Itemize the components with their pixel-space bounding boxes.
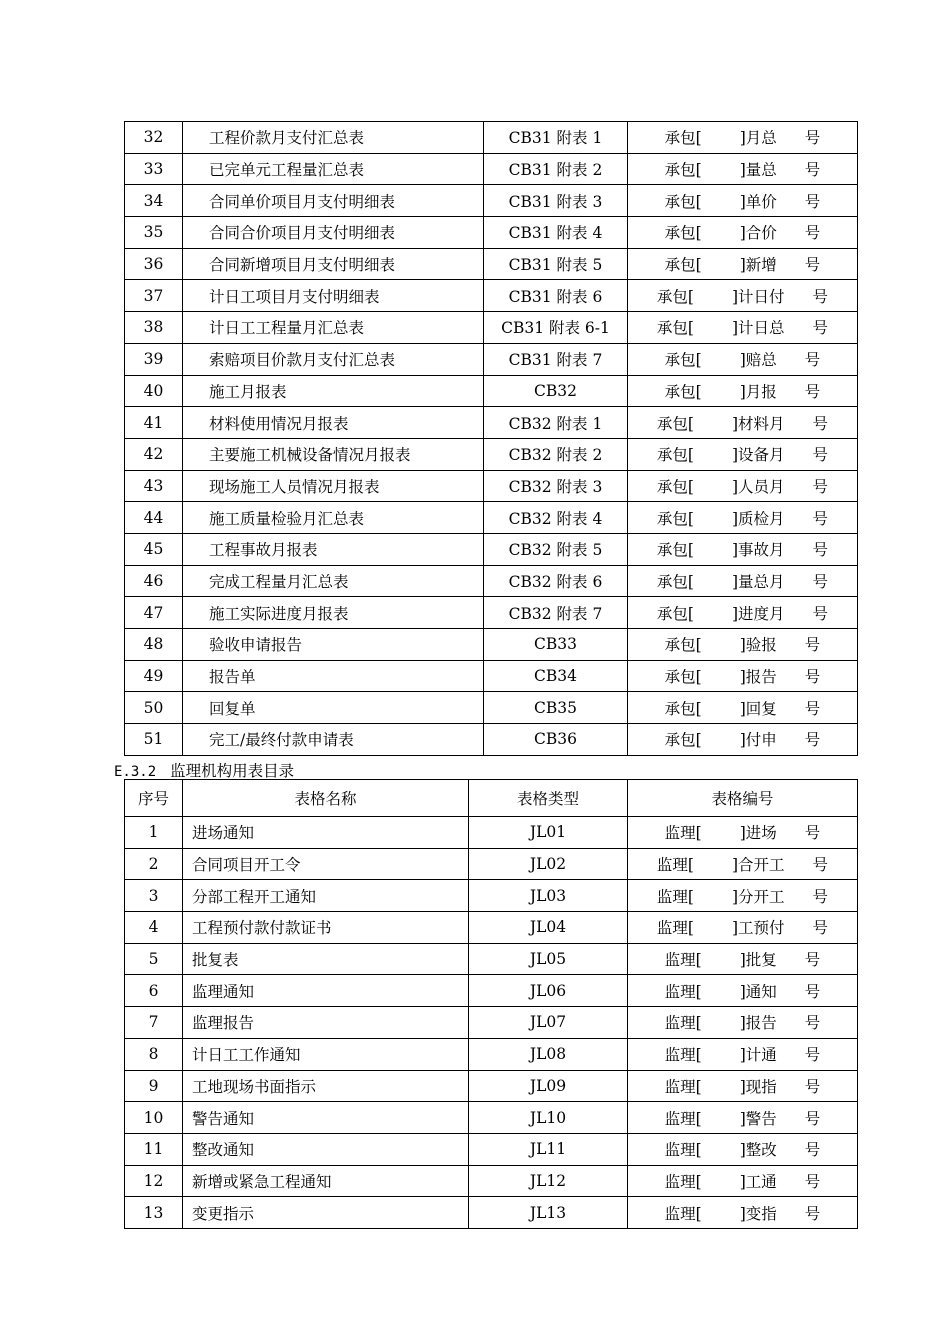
code-hao: 号	[804, 129, 821, 148]
form-code	[628, 1038, 858, 1070]
form-name: 索赔项目价款月支付汇总表	[183, 343, 484, 375]
table-row	[125, 629, 858, 661]
code-prefix: 承包[	[656, 319, 694, 338]
code-prefix: 承包[	[664, 129, 702, 148]
form-type: JL08	[469, 1038, 628, 1070]
form-name: 施工质量检验月汇总表	[183, 502, 484, 534]
table-row	[125, 880, 858, 912]
form-type: JL01	[469, 817, 628, 849]
form-type: JL04	[469, 912, 628, 944]
row-number: 12	[125, 1165, 183, 1197]
code-prefix: 承包[	[656, 414, 694, 433]
code-prefix: 承包[	[664, 224, 702, 243]
table-row	[125, 122, 858, 154]
form-name: 整改通知	[183, 1133, 469, 1165]
table-row	[125, 597, 858, 629]
form-code	[628, 280, 858, 312]
table-row	[125, 1197, 858, 1229]
row-number: 43	[125, 470, 183, 502]
form-name: 监理通知	[183, 975, 469, 1007]
row-number: 38	[125, 312, 183, 344]
form-name: 变更指示	[183, 1197, 469, 1229]
code-suffix: ]计日总	[731, 319, 785, 338]
code-hao: 号	[804, 1172, 821, 1191]
code-prefix: 监理[	[664, 1172, 702, 1191]
row-number: 5	[125, 943, 183, 975]
code-prefix: 监理[	[656, 919, 694, 938]
table-row	[125, 975, 858, 1007]
form-code	[628, 407, 858, 439]
form-name: 分部工程开工通知	[183, 880, 469, 912]
table-row	[125, 248, 858, 280]
code-prefix: 承包[	[656, 477, 694, 496]
table-row	[125, 343, 858, 375]
code-suffix: ]月报	[739, 382, 777, 401]
code-prefix: 监理[	[664, 1141, 702, 1160]
table-row	[125, 1038, 858, 1070]
code-suffix: ]人员月	[731, 477, 785, 496]
code-prefix: 承包[	[664, 161, 702, 180]
form-code	[628, 312, 858, 344]
form-type: CB31 附表 6	[484, 280, 628, 312]
table-row	[125, 312, 858, 344]
code-hao: 号	[812, 541, 829, 560]
code-suffix: ]量总	[739, 161, 777, 180]
row-number: 37	[125, 280, 183, 312]
form-name: 计日工工作通知	[183, 1038, 469, 1070]
header-type: 表格类型	[469, 780, 628, 817]
code-hao: 号	[812, 319, 829, 338]
table-row	[125, 943, 858, 975]
code-suffix: ]量总月	[731, 572, 785, 591]
form-name: 合同单价项目月支付明细表	[183, 185, 484, 217]
contractor-forms-table	[124, 121, 858, 756]
form-type: CB35	[484, 692, 628, 724]
code-suffix: ]验报	[739, 636, 777, 655]
code-hao: 号	[804, 951, 821, 970]
row-number: 35	[125, 217, 183, 249]
form-code	[628, 153, 858, 185]
form-type: JL06	[469, 975, 628, 1007]
form-name: 主要施工机械设备情况月报表	[183, 438, 484, 470]
row-number: 46	[125, 565, 183, 597]
table-row	[125, 660, 858, 692]
form-code	[628, 1070, 858, 1102]
form-code	[628, 943, 858, 975]
form-name: 工程预付款付款证书	[183, 912, 469, 944]
row-number: 36	[125, 248, 183, 280]
code-hao: 号	[804, 382, 821, 401]
row-number: 2	[125, 848, 183, 880]
form-type: CB36	[484, 724, 628, 756]
code-prefix: 监理[	[664, 982, 702, 1001]
code-suffix: ]月总	[739, 129, 777, 148]
section-number: E.3.2	[114, 764, 157, 780]
form-code	[628, 597, 858, 629]
code-prefix: 承包[	[656, 541, 694, 560]
form-code	[628, 912, 858, 944]
row-number: 4	[125, 912, 183, 944]
form-type: CB32 附表 2	[484, 438, 628, 470]
table-row	[125, 1133, 858, 1165]
form-type: CB32 附表 3	[484, 470, 628, 502]
form-name: 已完单元工程量汇总表	[183, 153, 484, 185]
form-type: JL02	[469, 848, 628, 880]
code-hao: 号	[804, 824, 821, 843]
code-prefix: 承包[	[656, 509, 694, 528]
form-name: 施工月报表	[183, 375, 484, 407]
row-number: 40	[125, 375, 183, 407]
form-type: CB32 附表 6	[484, 565, 628, 597]
form-name: 完成工程量月汇总表	[183, 565, 484, 597]
row-number: 8	[125, 1038, 183, 1070]
form-name: 进场通知	[183, 817, 469, 849]
table-row	[125, 724, 858, 756]
code-hao: 号	[804, 1204, 821, 1223]
code-hao: 号	[804, 1141, 821, 1160]
form-name: 计日工项目月支付明细表	[183, 280, 484, 312]
section-title-text: 监理机构用表目录	[170, 762, 295, 780]
header-code: 表格编号	[628, 780, 858, 817]
code-suffix: ]合价	[739, 224, 777, 243]
form-type: CB32 附表 1	[484, 407, 628, 439]
row-number: 44	[125, 502, 183, 534]
code-hao: 号	[812, 887, 829, 906]
code-hao: 号	[804, 731, 821, 750]
code-prefix: 承包[	[664, 668, 702, 687]
code-suffix: ]计日付	[731, 287, 785, 306]
form-type: CB32 附表 7	[484, 597, 628, 629]
form-type: CB32 附表 5	[484, 533, 628, 565]
row-number: 10	[125, 1102, 183, 1134]
row-number: 13	[125, 1197, 183, 1229]
form-code	[628, 185, 858, 217]
code-suffix: ]报告	[739, 1014, 777, 1033]
contractor-forms-table-body	[125, 122, 858, 756]
form-code	[628, 375, 858, 407]
header-name: 表格名称	[183, 780, 469, 817]
code-prefix: 承包[	[656, 604, 694, 623]
table-row	[125, 502, 858, 534]
table-row	[125, 280, 858, 312]
code-suffix: ]工预付	[731, 919, 785, 938]
table-row	[125, 1070, 858, 1102]
code-hao: 号	[804, 224, 821, 243]
code-prefix: 监理[	[664, 824, 702, 843]
code-suffix: ]质检月	[731, 509, 785, 528]
code-suffix: ]计通	[739, 1046, 777, 1065]
code-prefix: 承包[	[656, 572, 694, 591]
form-name: 工地现场书面指示	[183, 1070, 469, 1102]
form-type: CB31 附表 7	[484, 343, 628, 375]
form-code	[628, 817, 858, 849]
form-name: 合同合价项目月支付明细表	[183, 217, 484, 249]
code-prefix: 承包[	[664, 699, 702, 718]
code-prefix: 承包[	[664, 731, 702, 750]
code-hao: 号	[812, 287, 829, 306]
code-hao: 号	[804, 351, 821, 370]
form-code	[628, 692, 858, 724]
code-hao: 号	[804, 668, 821, 687]
form-name: 报告单	[183, 660, 484, 692]
row-number: 34	[125, 185, 183, 217]
row-number: 11	[125, 1133, 183, 1165]
table-row	[125, 533, 858, 565]
code-suffix: ]设备月	[731, 446, 785, 465]
form-code	[628, 1007, 858, 1039]
table-row	[125, 153, 858, 185]
form-code	[628, 880, 858, 912]
code-suffix: ]警告	[739, 1109, 777, 1128]
row-number: 32	[125, 122, 183, 154]
form-type: JL09	[469, 1070, 628, 1102]
code-prefix: 监理[	[664, 1014, 702, 1033]
code-suffix: ]材料月	[731, 414, 785, 433]
table-row	[125, 565, 858, 597]
form-code	[628, 975, 858, 1007]
form-type: CB34	[484, 660, 628, 692]
code-prefix: 承包[	[664, 192, 702, 211]
code-suffix: ]合开工	[731, 856, 785, 875]
table-row	[125, 692, 858, 724]
code-prefix: 监理[	[664, 1204, 702, 1223]
form-name: 验收申请报告	[183, 629, 484, 661]
form-name: 计日工工程量月汇总表	[183, 312, 484, 344]
row-number: 42	[125, 438, 183, 470]
form-type: JL13	[469, 1197, 628, 1229]
form-code	[628, 565, 858, 597]
form-type: CB33	[484, 629, 628, 661]
form-type: CB31 附表 3	[484, 185, 628, 217]
code-hao: 号	[804, 1014, 821, 1033]
code-hao: 号	[812, 477, 829, 496]
form-type: CB31 附表 1	[484, 122, 628, 154]
row-number: 50	[125, 692, 183, 724]
form-code	[628, 470, 858, 502]
form-name: 合同项目开工令	[183, 848, 469, 880]
code-suffix: ]分开工	[731, 887, 785, 906]
code-suffix: ]进场	[739, 824, 777, 843]
code-suffix: ]报告	[739, 668, 777, 687]
form-type: JL12	[469, 1165, 628, 1197]
code-hao: 号	[804, 699, 821, 718]
form-type: JL05	[469, 943, 628, 975]
form-type: CB32	[484, 375, 628, 407]
row-number: 3	[125, 880, 183, 912]
table-row	[125, 912, 858, 944]
form-code	[628, 533, 858, 565]
code-hao: 号	[804, 1109, 821, 1128]
form-name: 监理报告	[183, 1007, 469, 1039]
form-code	[628, 502, 858, 534]
form-type: CB31 附表 2	[484, 153, 628, 185]
code-prefix: 监理[	[664, 1109, 702, 1128]
form-name: 工程价款月支付汇总表	[183, 122, 484, 154]
form-code	[628, 660, 858, 692]
form-code	[628, 848, 858, 880]
code-hao: 号	[804, 982, 821, 1001]
code-prefix: 承包[	[664, 256, 702, 275]
row-number: 7	[125, 1007, 183, 1039]
code-suffix: ]现指	[739, 1077, 777, 1096]
table-row	[125, 470, 858, 502]
table-row	[125, 1007, 858, 1039]
form-type: JL07	[469, 1007, 628, 1039]
row-number: 47	[125, 597, 183, 629]
form-type: CB32 附表 4	[484, 502, 628, 534]
code-hao: 号	[812, 919, 829, 938]
form-type: JL03	[469, 880, 628, 912]
code-suffix: ]通知	[739, 982, 777, 1001]
form-name: 批复表	[183, 943, 469, 975]
form-type: CB31 附表 6-1	[484, 312, 628, 344]
form-type: JL11	[469, 1133, 628, 1165]
table-row	[125, 185, 858, 217]
table-row	[125, 848, 858, 880]
code-suffix: ]进度月	[731, 604, 785, 623]
row-number: 41	[125, 407, 183, 439]
supervision-forms-table-body	[125, 780, 858, 1229]
form-name: 警告通知	[183, 1102, 469, 1134]
row-number: 1	[125, 817, 183, 849]
code-prefix: 承包[	[656, 446, 694, 465]
row-number: 6	[125, 975, 183, 1007]
form-code	[628, 1165, 858, 1197]
code-hao: 号	[812, 446, 829, 465]
form-code	[628, 248, 858, 280]
code-hao: 号	[812, 414, 829, 433]
code-prefix: 监理[	[664, 1046, 702, 1065]
form-type: CB31 附表 5	[484, 248, 628, 280]
code-hao: 号	[804, 161, 821, 180]
code-suffix: ]事故月	[731, 541, 785, 560]
code-hao: 号	[812, 509, 829, 528]
form-type: JL10	[469, 1102, 628, 1134]
code-hao: 号	[812, 604, 829, 623]
form-name: 现场施工人员情况月报表	[183, 470, 484, 502]
form-name: 材料使用情况月报表	[183, 407, 484, 439]
table-row	[125, 438, 858, 470]
code-suffix: ]单价	[739, 192, 777, 211]
form-code	[628, 724, 858, 756]
form-code	[628, 1102, 858, 1134]
form-type: CB31 附表 4	[484, 217, 628, 249]
code-hao: 号	[804, 1077, 821, 1096]
form-name: 施工实际进度月报表	[183, 597, 484, 629]
code-hao: 号	[812, 572, 829, 591]
row-number: 39	[125, 343, 183, 375]
code-hao: 号	[804, 1046, 821, 1065]
row-number: 48	[125, 629, 183, 661]
form-code	[628, 629, 858, 661]
code-suffix: ]批复	[739, 951, 777, 970]
supervision-forms-table	[124, 779, 858, 1229]
table-row	[125, 217, 858, 249]
code-suffix: ]回复	[739, 699, 777, 718]
form-code	[628, 343, 858, 375]
code-prefix: 承包[	[664, 382, 702, 401]
code-hao: 号	[804, 636, 821, 655]
code-prefix: 承包[	[656, 287, 694, 306]
table-row	[125, 1102, 858, 1134]
form-code	[628, 438, 858, 470]
row-number: 9	[125, 1070, 183, 1102]
code-suffix: ]工通	[739, 1172, 777, 1191]
code-suffix: ]赔总	[739, 351, 777, 370]
form-name: 回复单	[183, 692, 484, 724]
form-code	[628, 1133, 858, 1165]
code-suffix: ]整改	[739, 1141, 777, 1160]
code-prefix: 承包[	[664, 636, 702, 655]
row-number: 45	[125, 533, 183, 565]
form-name: 完工/最终付款申请表	[183, 724, 484, 756]
header-no: 序号	[125, 780, 183, 817]
code-prefix: 监理[	[664, 1077, 702, 1096]
row-number: 51	[125, 724, 183, 756]
code-prefix: 承包[	[664, 351, 702, 370]
code-prefix: 监理[	[656, 856, 694, 875]
table-row	[125, 375, 858, 407]
code-hao: 号	[804, 192, 821, 211]
code-suffix: ]新增	[739, 256, 777, 275]
table-row	[125, 817, 858, 849]
code-suffix: ]变指	[739, 1204, 777, 1223]
code-hao: 号	[804, 256, 821, 275]
form-code	[628, 1197, 858, 1229]
code-suffix: ]付申	[739, 731, 777, 750]
code-prefix: 监理[	[656, 887, 694, 906]
form-name: 新增或紧急工程通知	[183, 1165, 469, 1197]
table-row	[125, 1165, 858, 1197]
row-number: 33	[125, 153, 183, 185]
form-name: 工程事故月报表	[183, 533, 484, 565]
form-code	[628, 122, 858, 154]
table-header-row	[125, 780, 858, 817]
table-row	[125, 407, 858, 439]
form-code	[628, 217, 858, 249]
section-heading	[114, 759, 294, 781]
row-number: 49	[125, 660, 183, 692]
form-name: 合同新增项目月支付明细表	[183, 248, 484, 280]
code-prefix: 监理[	[664, 951, 702, 970]
code-hao: 号	[812, 856, 829, 875]
